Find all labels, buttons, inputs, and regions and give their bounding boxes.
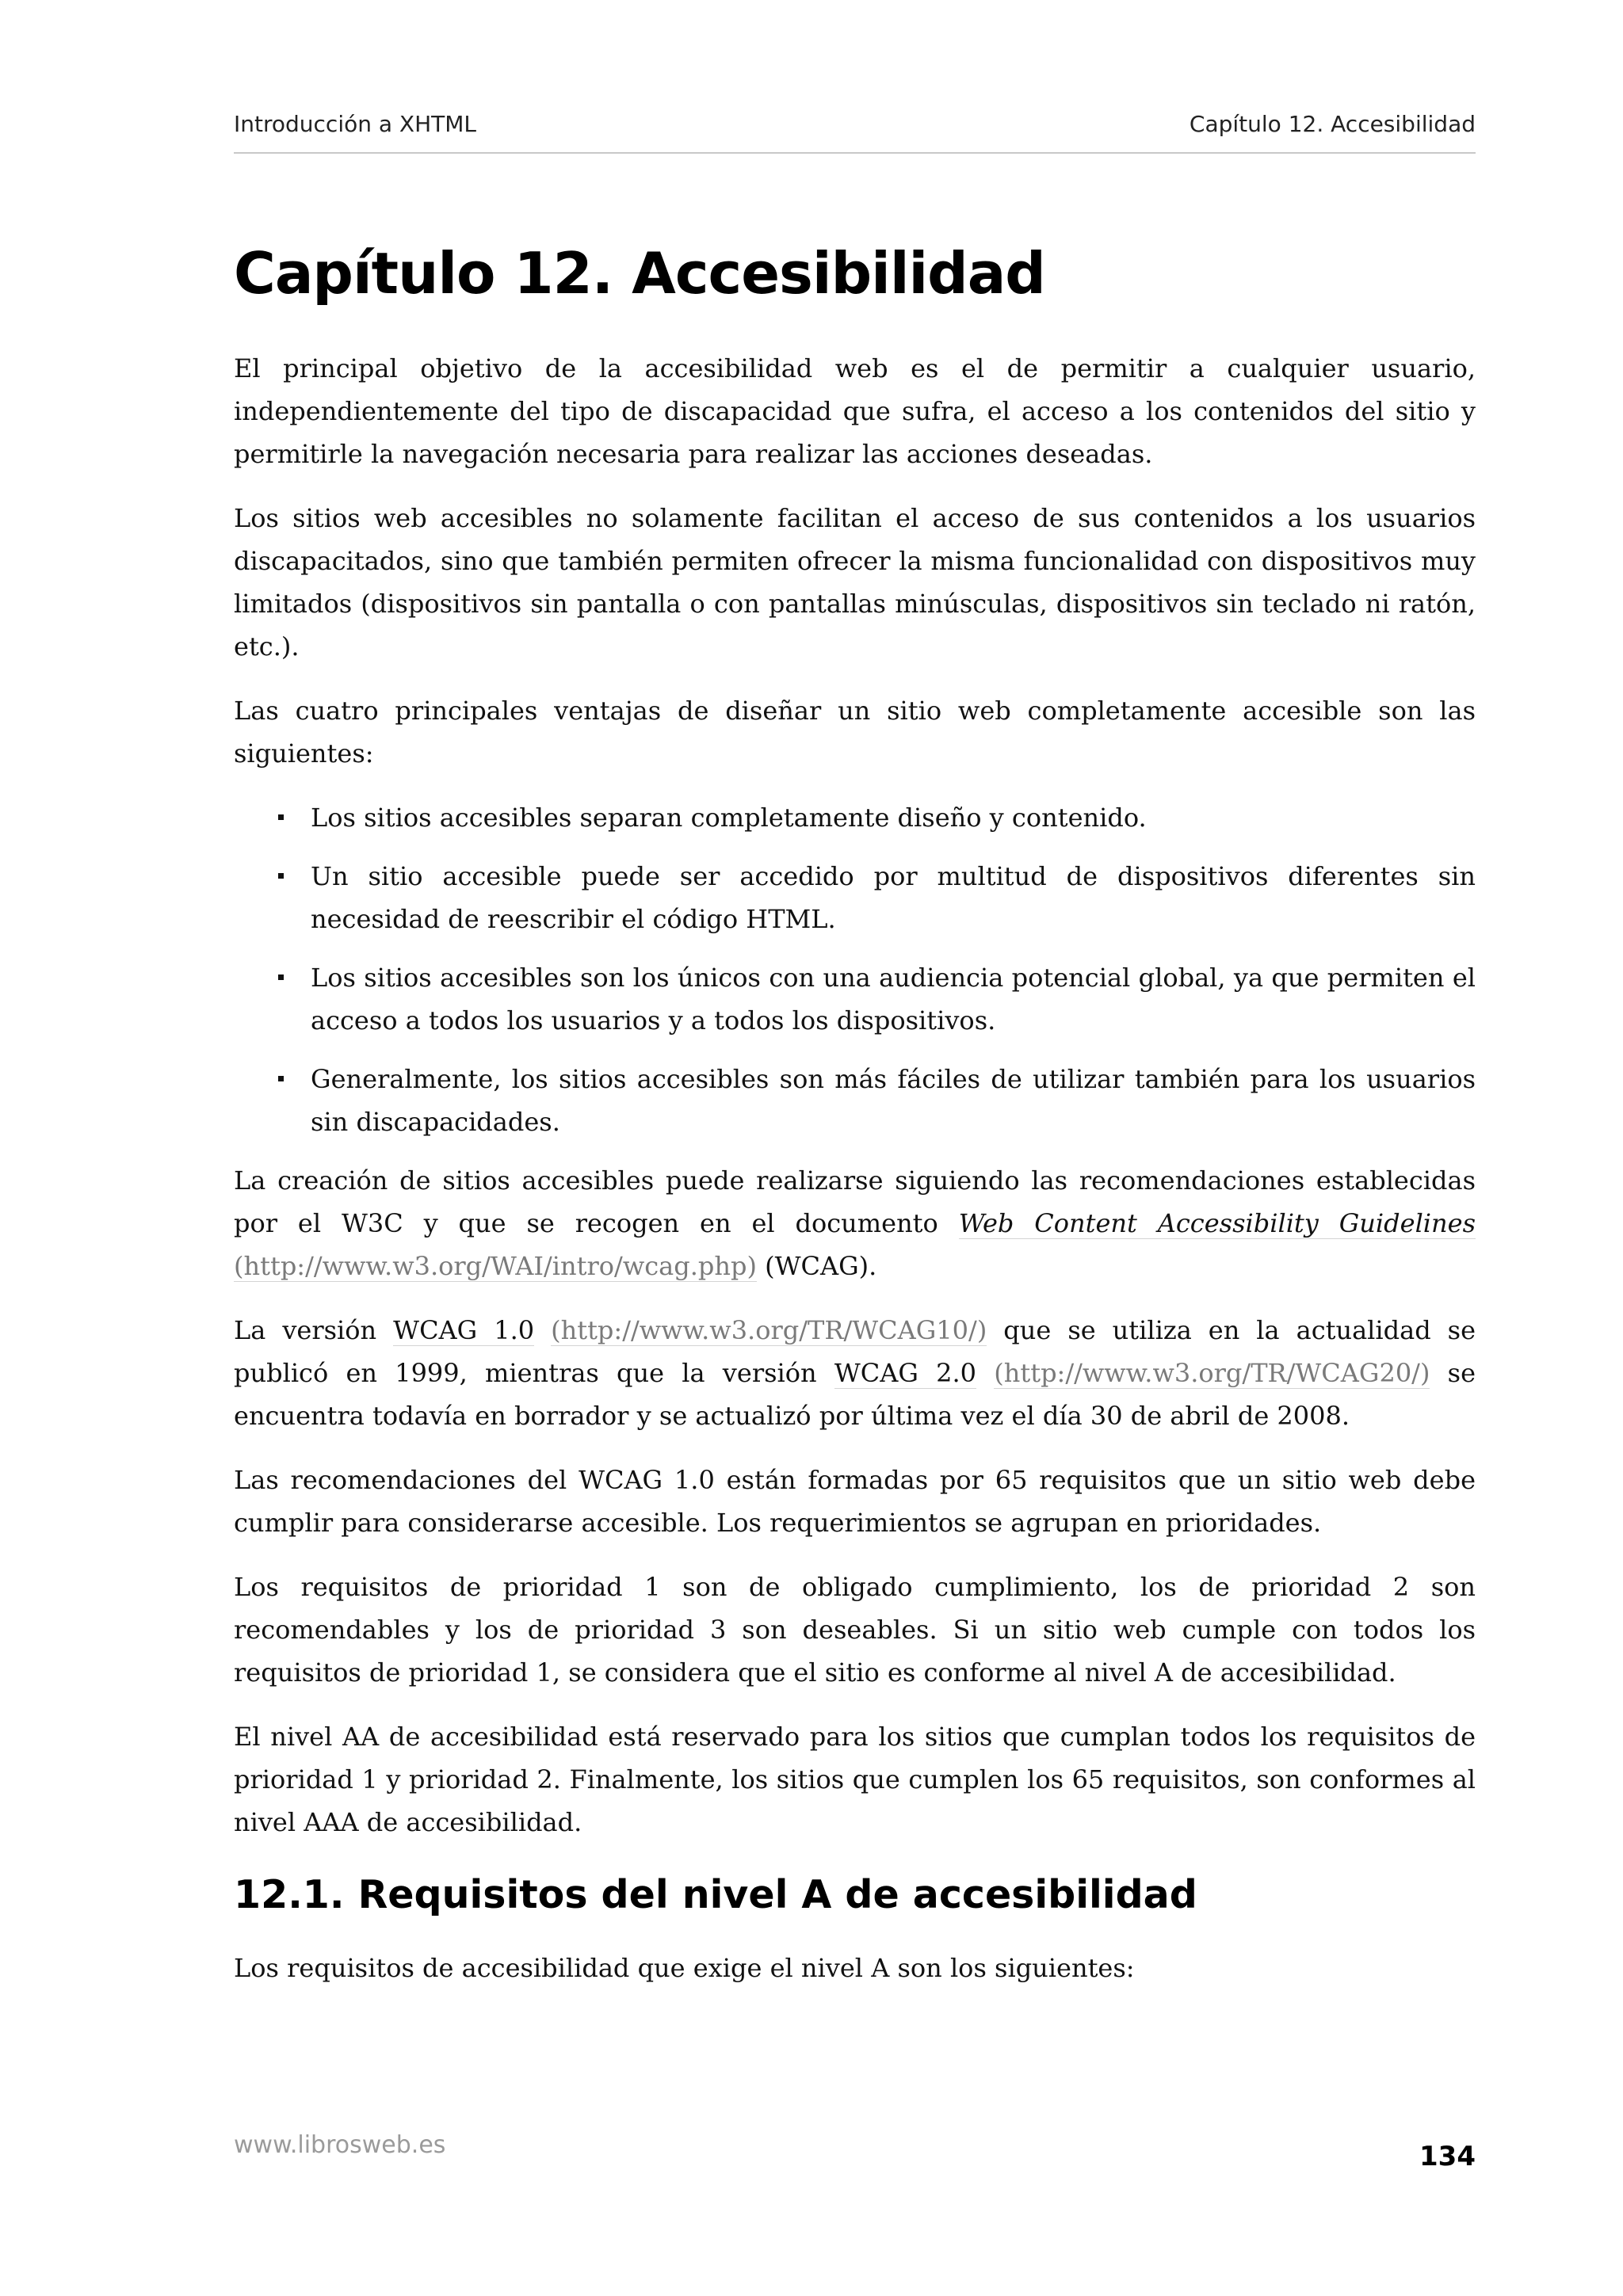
paragraph-devices: Los sitios web accesibles no solamente facilitan el acceso de sus contenidos a los usuarios discapacitados, sino que también permiten ofrecer la misma funcionalidad con dispositivos muy limitados (dispositivos sin pantalla o con pantallas minúsculas, dispositivos sin teclado ni ratón, etc.). [234,503,1476,662]
paragraph-intro: El principal objetivo de la accesibilidad web es el de permitir a cualquier usuario, independientemente del tipo de discapacidad que sufra, el acceso a los contenidos del sitio y permitirle la navegación necesaria para realizar las acciones deseadas. [234,353,1476,469]
section-title: 12.1. Requisitos del nivel A de accesibilidad [234,1872,1197,1917]
list-item-text: Generalmente, los sitios accesibles son más fáciles de utilizar también para los usuarios sin discapacidades. [311,1064,1476,1137]
chapter-title: Capítulo 12. Accesibilidad [234,240,1045,307]
paragraph-levels: El nivel AA de accesibilidad está reservado para los sitios que cumplan todos los requisitos de prioridad 1 y prioridad 2. Finalmente, los sitios que cumplen los 65 requisitos, son conformes al nivel AAA de accesibilidad. [234,1722,1476,1837]
paragraph-priorities: Los requisitos de prioridad 1 son de obligado cumplimiento, los de prioridad 2 son recomendables y los de prioridad 3 son deseables. Si un sitio web cumple con todos los requisitos de prioridad 1, se considera que el sitio es conforme al nivel A de accesibilidad. [234,1572,1476,1688]
page-footer [234,2131,1476,2171]
bullet-icon [278,814,284,820]
bullet-icon [278,1076,284,1081]
running-header [234,111,1476,154]
page-number: 134 [1419,2141,1476,2172]
bullet-icon [278,974,284,980]
list-item [234,796,1476,839]
wcag10-link[interactable]: WCAG 1.0 [393,1315,535,1345]
wcag20-link[interactable]: WCAG 2.0 [834,1358,977,1388]
wcag10-url[interactable]: (http://www.w3.org/TR/WCAG10/) [551,1315,987,1345]
list-item [234,1058,1476,1143]
section-intro: Los requisitos de accesibilidad que exige el nivel A son los siguientes: [234,1953,1135,1983]
versions-text-2: que se utiliza en la actualidad se publicó en 1999, mientras que la versión [234,1315,1476,1388]
book-page [234,0,1476,2296]
chapter-body [234,347,1476,2011]
wcag-text-after: (WCAG). [756,1251,877,1281]
bullet-icon [278,873,284,879]
wcag-guidelines-url[interactable]: (http://www.w3.org/WAI/intro/wcag.php) [234,1251,757,1281]
versions-text-3: se encuentra todavía en borrador y se actualizó por última vez el día 30 de abril de 2008. [234,1358,1476,1431]
paragraph-wcag [234,1159,1476,1287]
list-item-text: Los sitios accesibles son los únicos con una audiencia potencial global, ya que permiten el acceso a todos los usuarios y a todos los dispositivos. [311,963,1476,1035]
book-title: Introducción a XHTML [234,111,477,137]
list-item-text: Un sitio accesible puede ser accedido por multitud de dispositivos diferentes sin necesidad de reescribir el código HTML. [311,861,1476,934]
list-item [234,855,1476,940]
paragraph-versions [234,1309,1476,1437]
header-chapter-label: Capítulo 12. Accesibilidad [1189,111,1476,137]
advantages-list [234,796,1476,1143]
paragraph-requirements: Las recomendaciones del WCAG 1.0 están formadas por 65 requisitos que un sitio web debe cumplir para considerarse accesible. Los requerimientos se agrupan en prioridades. [234,1465,1476,1538]
paragraph-advantages-intro: Las cuatro principales ventajas de diseñar un sitio web completamente accesible son las siguientes: [234,696,1476,769]
wcag-guidelines-link[interactable]: Web Content Accessibility Guidelines [958,1208,1476,1238]
wcag-text-before: La creación de sitios accesibles puede realizarse siguiendo las recomendaciones establecidas por el W3C y que se recogen en el documento [234,1165,1476,1238]
versions-text-1: La versión [234,1315,394,1345]
site-url: www.librosweb.es [234,2131,446,2159]
list-item-text: Los sitios accesibles separan completamente diseño y contenido. [311,803,1147,833]
wcag20-url[interactable]: (http://www.w3.org/TR/WCAG20/) [994,1358,1430,1388]
list-item [234,956,1476,1042]
